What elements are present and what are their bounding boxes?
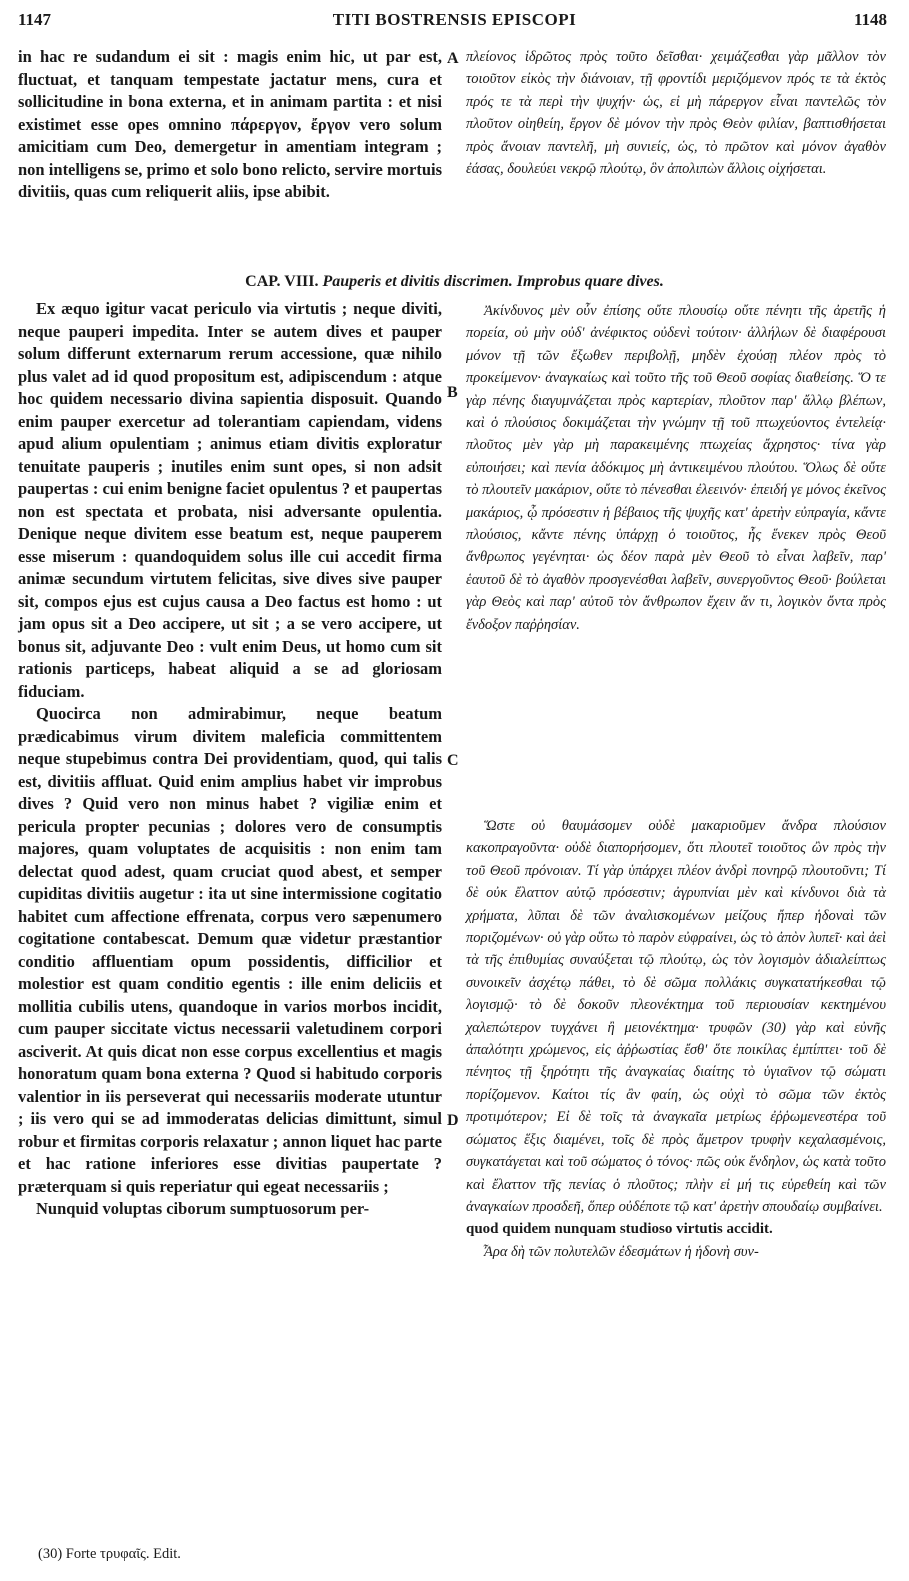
greek-column-main: [466, 300, 886, 636]
latin-column-top: [18, 46, 442, 204]
margin-letter-b: B: [447, 384, 458, 401]
chapter-title: Pauperis et divitis discrimen. Improbus quare dives.: [322, 273, 664, 290]
page-number-right: 1148: [853, 10, 887, 29]
footnote: (30) Forte τρυφαῖς. Edit.: [38, 1546, 181, 1562]
greek-paragraph: Ἀκίνδυνος μὲν οὖν ἐπίσης οὔτε πλουσίῳ οὔτε πένητι τῆς ἀρετῆς ἡ πορεία, οὐ μὴν οὐδ' ἀνέφικτος οὐδενὶ τούτοιν· ἀλλήλων δὲ διαφέρουσι μόνον τῇ τῶν ἔξωθεν περιβολῇ, μηδὲν ἐχούσῃ πλέον πρὸς τὸ προκείμενον· ἀναγκαίως καὶ τοῦτο τῆς τοῦ Θεοῦ σοφίας διαθείσης. Ὅ τε γὰρ πένης διαγυμνάζεται πρὸς καρτερίαν, πλοῦτον παρ' ἄλλῳ βλέπων, καὶ ὁ πλούσιος δοκιμάζεται τὴν γνώμην τῇ τοῦ πτωχεύοντος ἐντελείᾳ· πλοῦτος μὲν γὰρ μὴ παρακειμένης πτωχείας ἄχρηστος· τίνα γὰρ εὐποιήσει; καὶ πενία ἀδόκιμος μὴ ἀντικειμένου πλούτου. Ὅλως δὲ οὔτε τὸ πλουτεῖν μακάριον, οὔτε τὸ πένεσθαι ἐλεεινόν· ἐπειδή γε μόνος ἐκεῖνος μακάριος, ᾧ πρόσεστιν ἡ βέβαιος τῆς ψυχῆς κατ' ἀρετὴν εὐπραγία, κἄντε πλούσιος, κἄντε πένης ὑπάρχῃ ὁ τοιοῦτος, ἧς ἕνεκεν πρὸς Θεοῦ ἄνθρωπος γεγένηται· ὡς δέον παρὰ μὲν Θεοῦ τὸ εἶναι λαβεῖν, παρ' ἑαυτοῦ δὲ τὸ ἀγαθὸν προσγενέσθαι λαβεῖν, συνεργοῦντος Θεοῦ· βούλεται γὰρ Θεὸς καὶ παρ' αὐτοῦ τὸν ἄνθρωπον ἔχειν ἄν τι, λογικὸν ὄντα πρὸς ἔνδοξον παῤῥησίαν.: [466, 303, 886, 633]
latin-paragraph: in hac re sudandum ei sit : magis enim hic, ut par est, fluctuat, et tanquam tempestate jactatur mens, cura et sollicitudine in bona externa, et in animam partita : et nisi existimet esse opes omnino πάρεργον, ἔργον vero solum amicitiam cum Deo, demergetur in amentiam integram ; non intelligens se, primo et solo bono relicto, servire mortuis divitiis, quas cum reliquerit aliis, ipse abibit.: [18, 47, 442, 201]
latin-paragraph: Nunquid voluptas ciborum sumptuosorum per-: [36, 1199, 370, 1218]
running-title: TITI BOSTRENSIS EPISCOPI: [332, 10, 577, 29]
margin-letter-d: D: [447, 1112, 459, 1129]
page-number-left: 1147: [18, 10, 52, 29]
greek-paragraph: πλείονος ἱδρῶτος πρὸς τοῦτο δεῖσθαι· χειμάζεσθαι γὰρ μᾶλλον τὸν τοιοῦτον εἰκὸς τὴν διάνοιαν, τῇ φροντίδι μεριζόμενον πρός τε τὰ ἐκτὸς πρός τε τὰ περὶ τὴν ψυχήν· ὡς, εἰ μὴ πάρεργον εἶναι παντελῶς τὸν πλοῦτον οἰηθείη, ἔργον δὲ μόνον τὴν πρὸς Θεὸν φιλίαν, βαπτισθήσεται πρὸς ἄνοιαν παντελῆ, μὴ συνιείς, ὡς, τὸ πρῶτον καὶ μόνον ἀγαθὸν ἐάσας, δουλεύει νεκρῷ πλούτῳ, ὃν ἀπολιπὼν ἄλλοις οἰχήσεται.: [466, 49, 886, 178]
latin-paragraph: Quocirca non admirabimur, neque beatum prædicabimus virum divitem maleficia committentem neque stupebimus contra Dei providentiam, quod, qui talis est, divitiis affluat. Quid enim amplius habet vir improbus dives ? Quid vero non minus habet ? vigiliæ enim et pericula propter pecunias ; dolores vero de consumptis majores, quam voluptates de acquisitis : non enim tam delectat quod adest, quam cruciat quod abest, et semper cupiditas divitiis augetur : ita ut sine intermissione cogitatio habitet cum affectione effrenata, corpus vero sæpenumero cogitatione contabescat. Demum quæ videtur præstantior conditio affluentiam opum possidentis, difficilior et molestior est quam conditio egentis : ille enim deliciis et mollitia cubilis utens, quandoque in varios morbos incidit, cum pauper siccitate victus necessarii valetudinem corpori asciverit. At quis dicat non esse corpus excellentius et magis honoratum quam bona externa ? Quod si habitudo corporis valentior in iis perseverat qui necessariis moderate utuntur ; iis vero qui se ad immoderatas delicias dimittunt, simul robur et firmitas corporis relaxatur ; annon liquet hac parte et hac ratione inferiores esse divitias paupertate ? præterquam si quis reperiatur qui egeat necessariis ;: [18, 704, 442, 1196]
greek-paragraph: Ἆρα δὴ τῶν πολυτελῶν ἐδεσμάτων ἡ ἡδονὴ συν-: [484, 1243, 759, 1260]
chapter-number: CAP. VIII.: [245, 273, 319, 290]
greek-column-lower: [466, 815, 886, 1263]
greek-paragraph: Ὥστε οὐ θαυμάσομεν οὐδὲ μακαριοῦμεν ἄνδρα πλούσιον κακοπραγοῦντα· οὐδὲ διαπορήσομεν, ὅτι πλουτεῖ τοιοῦτος ὢν πρὸς τὴν τοῦ Θεοῦ πρόνοιαν. Τί γὰρ ὑπάρχει πλέον ἀνδρὶ πονηρῷ πλουτοῦντι; Τί δὲ οὐκ ἔλαττον αὐτῷ πρόσεστιν; ἀγρυπνίαι μὲν καὶ κίνδυνοι διὰ τὰ χρήματα, λῦπαι δὲ τῶν ἀναλισκομένων μείζους ἤπερ ἡδοναὶ τῶν ποριζομένων· οὐ γὰρ οὕτω τὸ παρὸν εὐφραίνει, ὡς τὸ ἀπὸν λυπεῖ· καὶ ἀεὶ τὰ τῆς ἐπιθυμίας συναύξεται τῷ πλούτῳ, ὡς τὸν λογισμὸν ἀδιαλείπτως συνοικεῖν ἀσχέτῳ πάθει, τὸ δὲ σῶμα πολλάκις συγκατατήκεσθαι τῷ λογισμῷ· τὸ δὲ δοκοῦν πλεονέκτημα τοῦ περιουσίαν κεκτημένου χαλεπώτερον τυγχάνει ἢ μειονέκτημα· τρυφῶν (30) γὰρ καὶ εὐνῆς ἁπαλότητι χρώμενος, εἰς ἀῤῥωστίας ἔσθ' ὅτε ποικίλας ἐμπίπτει· τοῦ δὲ πένητος τῇ ξηρότητι τῆς ἀναγκαίας διαίτης τὸ ὑγιαῖνον τῷ σώματι πορίζομενον. Καίτοι τίς ἂν φαίη, ὡς οὐχὶ τὸ σῶμα τῶν ἐκτὸς προτιμότερον; Εἰ δὲ τοῖς τὰ ἀναγκαῖα μετρίως ἐῤῥωμενεστέρα τοῦ σώματος ἕξις διαμένει, τοῖς δὲ πρὸς ἄμετρον τρυφὴν κεχαλασμένοις, συγκατάγεται καὶ τοῦ σώματος ὁ τόνος· πῶς οὐκ ἔνδηλον, ὡς κατὰ τοῦτο καὶ ἔλαττον τῆς πενίας ὁ πλοῦτος; πλὴν εἰ μή τις εὑρεθείη καὶ τῶν ἀναγκαίων προσδεῆ, ὅπερ οὐδέποτε τῷ κατ' ἀρετὴν σπουδαίῳ συμβαίνει.: [466, 818, 886, 1215]
latin-column-main: [18, 298, 442, 1221]
margin-letter-a: A: [447, 50, 459, 67]
greek-latin-gloss: quod quidem nunquam studioso virtutis accidit.: [466, 1221, 773, 1238]
greek-column-top: [466, 46, 886, 180]
chapter-heading: [0, 273, 909, 291]
margin-letter-c: C: [447, 752, 459, 769]
latin-paragraph: Ex æquo igitur vacat periculo via virtutis ; neque diviti, neque pauperi impedita. Inter se autem dives et pauper solum differunt externarum rerum accessione, quæ nihilo plus valet ad id quod propositum est, adipiscendum : atque hoc quidem necessario divina sapientia disposuit. Quando enim pauper exercetur ad tolerantiam capiendam, videns apud alium opulentiam ; animus etiam divitis exploratur tenuitate pauperis ; inutiles enim sunt opes, si non adsit paupertas : cui enim benigne faciet opulentus ? et paupertas non est spectata et probata, nisi adversante opulentia. Denique neque divitem esse beatum est, neque pauperem esse miserum : quandoquidem solus ille cui accedit firma animæ secundum virtutem felicitas, sive dives sive pauper sit, compos ejus est cujus causa a Deo factus est homo : ut jam opus sit a Deo accipere, ut sit ; a se vero accipere, ut bonus sit, adjuvante Deo : vult enim Deus, ut homo cum sit rationis particeps, habeat aliquid a se ad gloriosam fiduciam.: [18, 299, 442, 701]
